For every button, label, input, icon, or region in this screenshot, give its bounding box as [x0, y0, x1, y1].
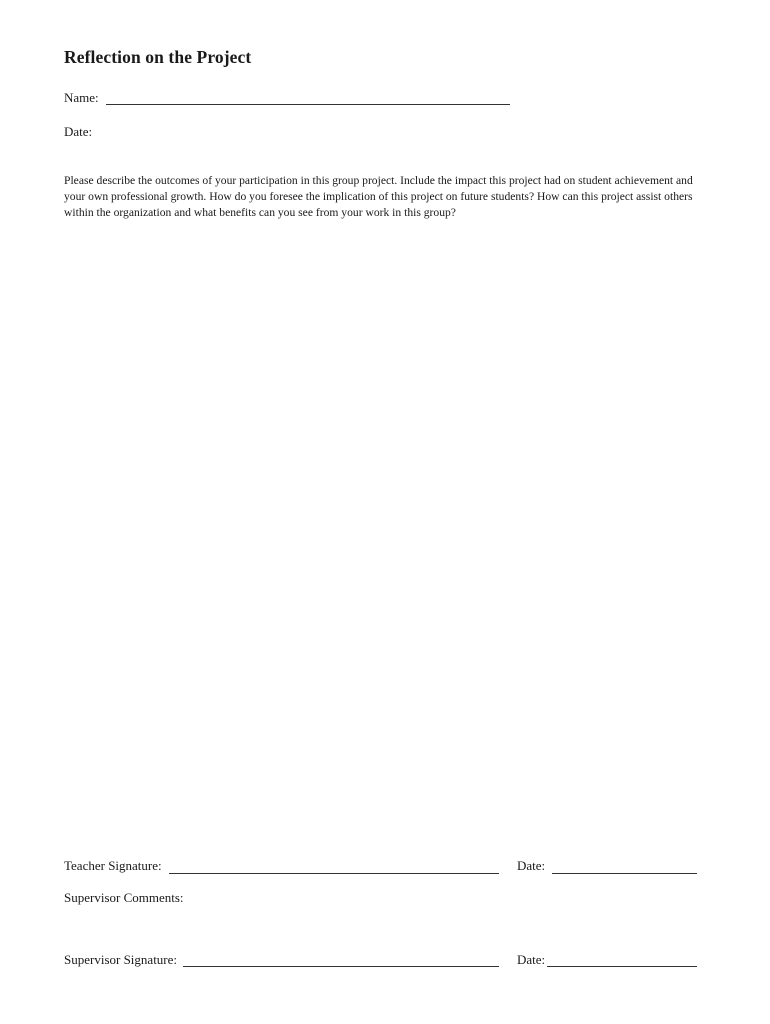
supervisor-comments-area[interactable]: [64, 908, 704, 948]
teacher-signature-field[interactable]: [169, 873, 499, 874]
teacher-date-field[interactable]: [552, 873, 697, 874]
reflection-prompt: Please describe the outcomes of your participation in this group project. Include the impact this project had on student achievement and your own professional growth. How do you foresee the implication of this project on future students? How can this project assist others within the organization and what benefits can you see from your work in this group?: [64, 174, 693, 219]
name-label: Name:: [64, 90, 99, 105]
teacher-signature-label: Teacher Signature:: [64, 858, 162, 873]
name-field[interactable]: [106, 104, 510, 105]
supervisor-date-field[interactable]: [547, 966, 697, 967]
date-label: Date:: [64, 124, 93, 139]
teacher-date-label: Date:: [517, 858, 546, 873]
supervisor-date-label: Date:: [517, 952, 546, 967]
reflection-response-area[interactable]: [64, 235, 704, 835]
supervisor-signature-field[interactable]: [183, 966, 499, 967]
supervisor-comments-label: Supervisor Comments:: [64, 890, 184, 905]
page-title: Reflection on the Project: [64, 47, 252, 67]
supervisor-signature-label: Supervisor Signature:: [64, 952, 178, 967]
